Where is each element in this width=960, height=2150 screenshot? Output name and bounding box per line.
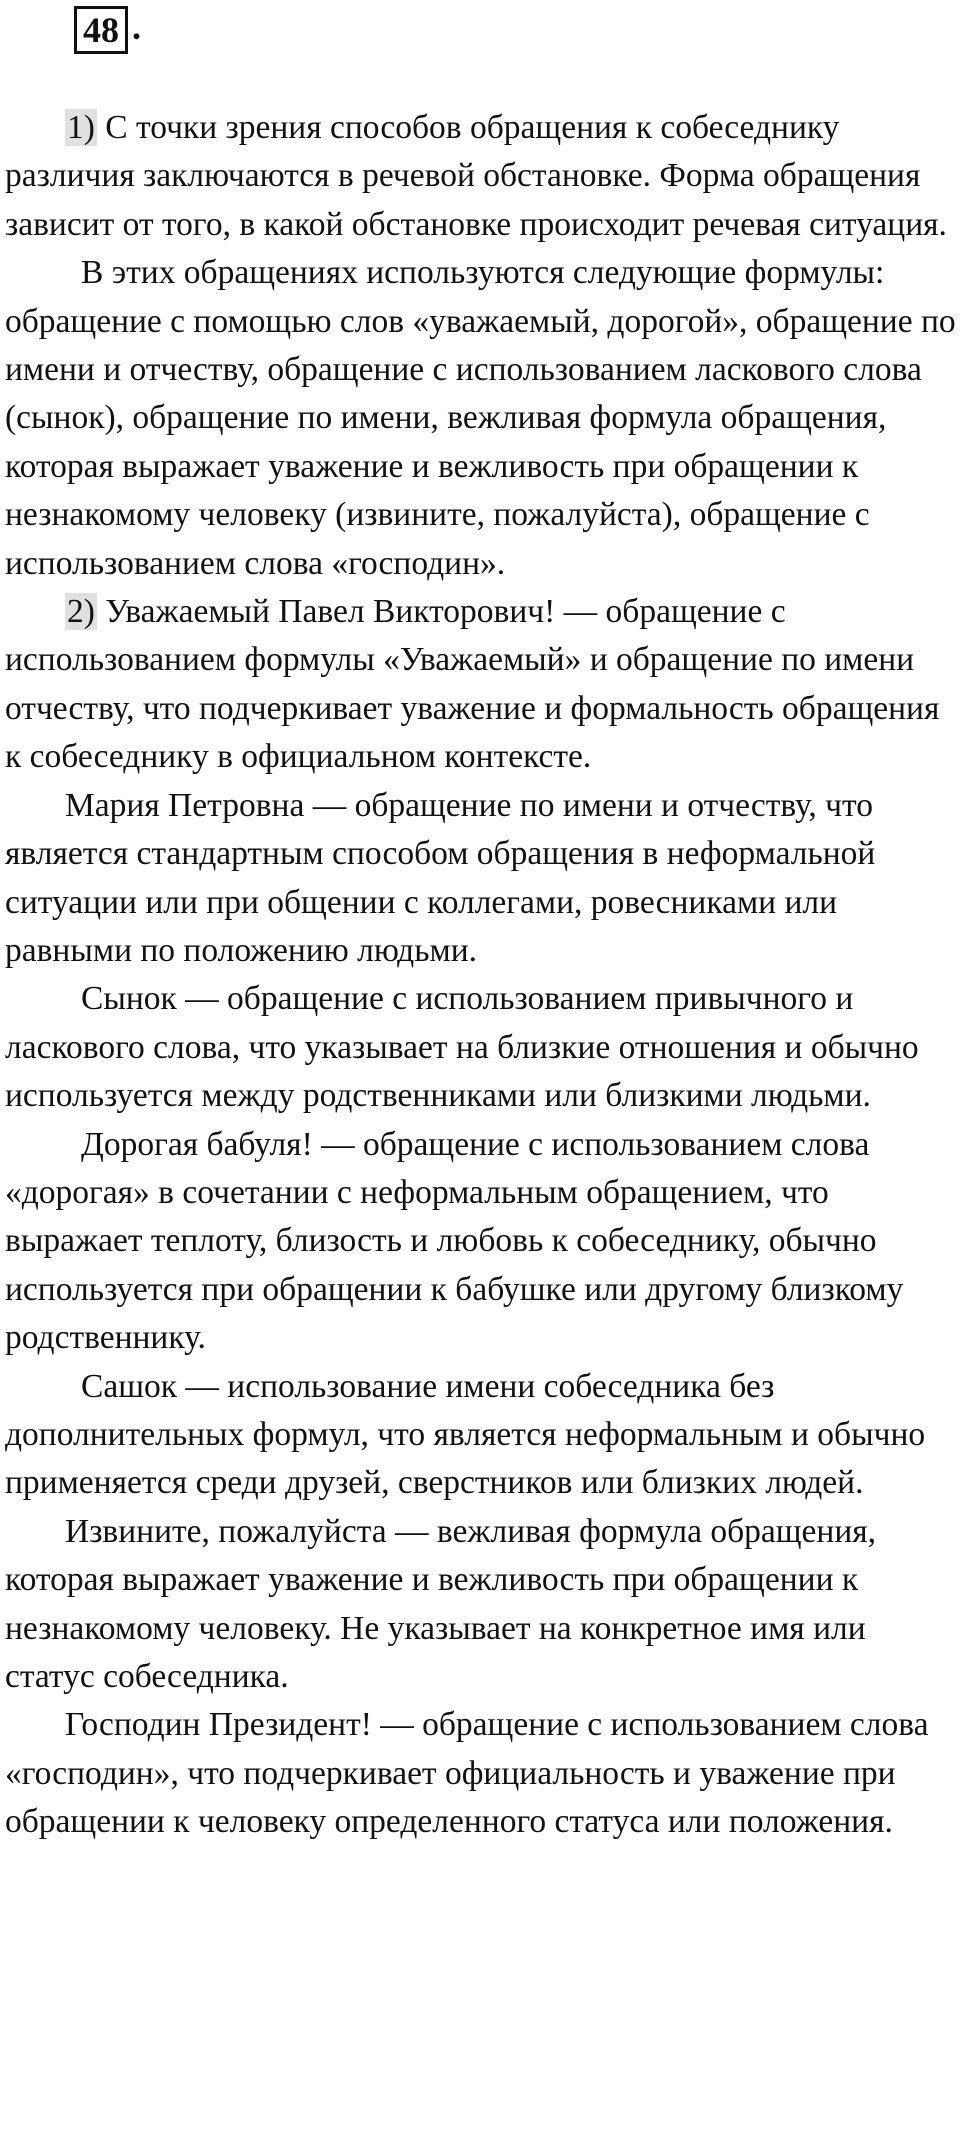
item-marker-1: 1)	[67, 109, 95, 146]
paragraph-4: Мария Петровна — обращение по имени и отчеству, что является стандартным способом обращения в неформальной ситуации или при общении с коллегами, ровесниками или равными по положению людьми.	[5, 786, 876, 969]
paragraph-2: В этих обращениях используются следующие формулы: обращение с помощью слов «уважаемый, дорогой», обращение по имени и отчеству, обращение с использованием ласкового слова (сынок), обращение по имени, вежливая формула обращения, которая выражает уважение и вежливость при обращении к незнакомому человеку (извините, пожалуйста), обращение с использованием слова «господин».	[5, 254, 956, 582]
paragraph-1	[5, 104, 957, 249]
item-marker-2: 2)	[67, 593, 95, 631]
answer-text	[5, 104, 957, 1847]
paragraph-5: Сынок — обращение с использованием привычного и ласкового слова, что указывает на близкие отношения и обычно используется между родственниками или близкими людьми.	[5, 980, 919, 1115]
paragraph-6: Дорогая бабуля! — обращение с использованием слова «дорогая» в сочетании с неформальным обращением, что выражает теплоту, близость и любовь к собеседнику, обычно используется при обращении к бабушке или другому близкому родственнику.	[5, 1125, 904, 1357]
paragraph-3	[5, 588, 957, 782]
paragraph-9: Господин Президент! — обращение с использованием слова «господин», что подчеркивает официальность и уважение при обращении к человеку определенного статуса или положения.	[5, 1706, 929, 1841]
paragraph-text: Уважаемый Павел Викторович! — обращение с использованием формулы «Уважаемый» и обращение по имени отчеству, что подчеркивает уважение и формальность обращения к собеседнику в официальном контексте.	[5, 593, 940, 776]
task-number: 48	[74, 6, 128, 54]
task-number-dot: .	[132, 7, 141, 47]
paragraph-text: С точки зрения способов обращения к собеседнику различия заключаются в речевой обстановке. Форма обращения зависит от того, в какой обстановке происходит речевая ситуация.	[5, 109, 947, 243]
paragraph-7: Сашок — использование имени собеседника без дополнительных формул, что является неформальным и обычно применяется среди друзей, сверстников или близких людей.	[5, 1367, 926, 1502]
paragraph-8: Извините, пожалуйста — вежливая формула обращения, которая выражает уважение и вежливость при обращении к незнакомому человеку. Не указывает на конкретное имя или статус собеседника.	[5, 1512, 877, 1695]
